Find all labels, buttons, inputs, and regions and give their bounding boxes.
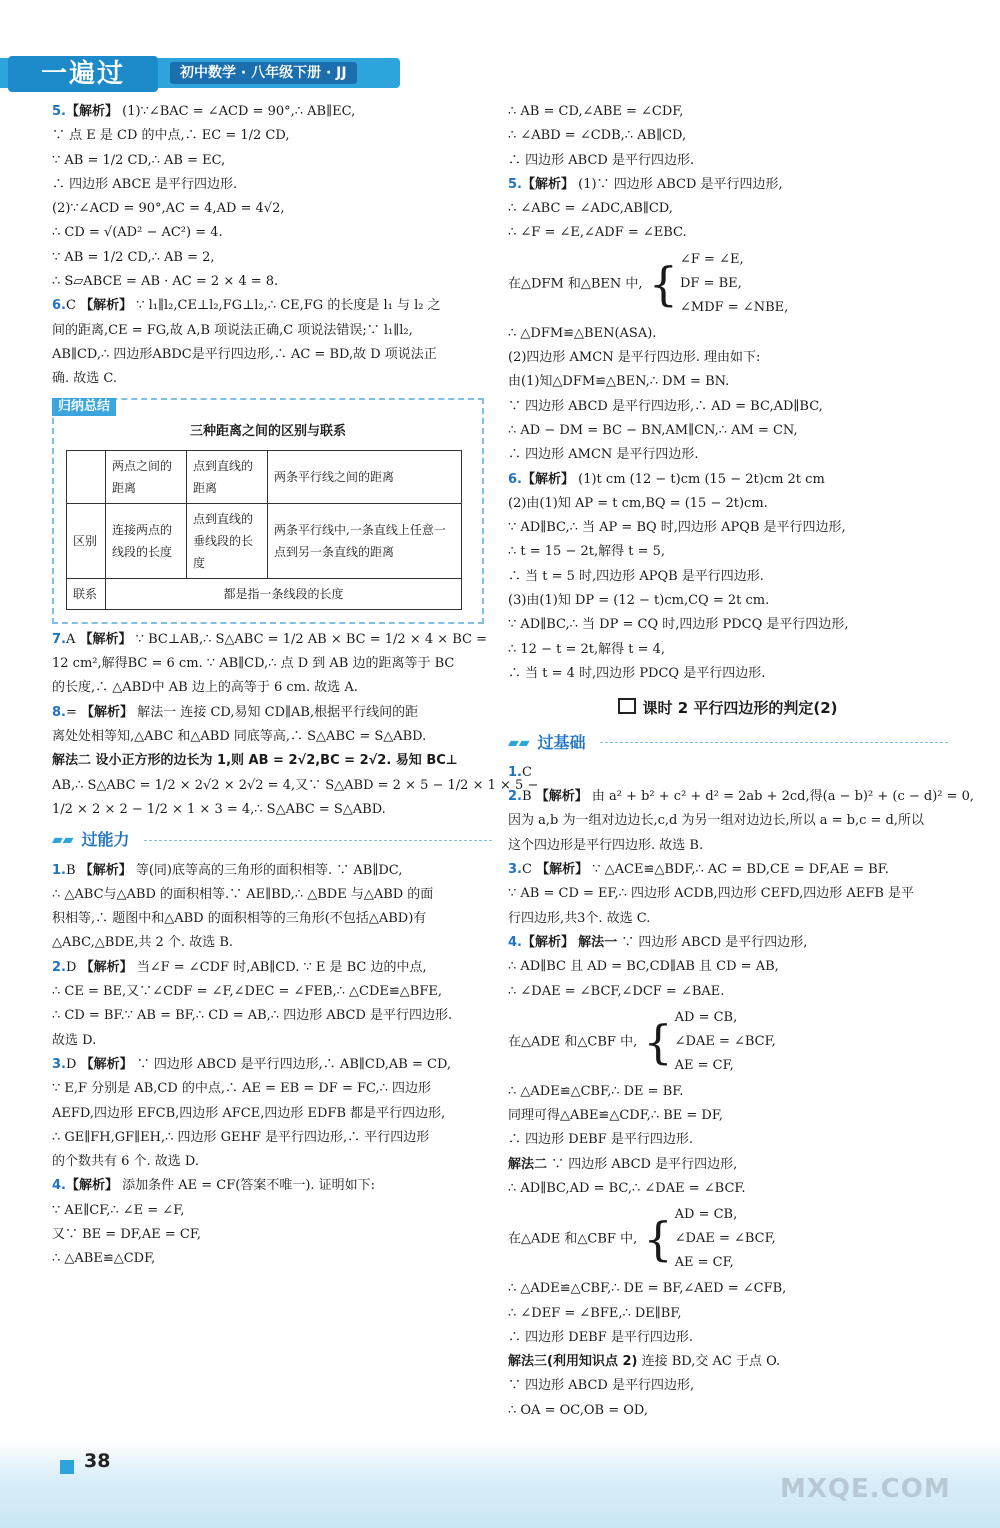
method-title: 解法二 — [508, 1156, 548, 1172]
text-line: 在△ADE 和△CBF 中, — [508, 1231, 638, 1247]
analysis-tag: 【解析】 — [79, 631, 132, 647]
table-cell: 点到直线的垂线段的长度 — [187, 503, 268, 578]
table-cell: 两点之间的距离 — [106, 450, 187, 503]
method-title: 解法一 — [578, 934, 618, 950]
question-number: 3. — [52, 1056, 66, 1072]
brace-line: ∠MDF = ∠NBE, — [680, 299, 789, 315]
text-line: ∵ AD∥BC,∴ 当 DP = CQ 时,四边形 PDCQ 是平行四边形, — [508, 617, 849, 633]
table-cell: 都是指一条线段的长度 — [106, 578, 462, 609]
text-line: ∵ BC⊥AB,∴ S△ABC = 1/2 AB × BC = 1/2 × 4 × BC = — [135, 631, 488, 647]
lesson-heading — [508, 696, 948, 720]
text-line: 在△ADE 和△CBF 中, — [508, 1034, 638, 1050]
analysis-tag: 【解析】 — [80, 1056, 133, 1072]
left-column — [52, 100, 539, 1272]
text-line: (2)由(1)知 AP = t cm,BQ = (15 − 2t)cm. — [508, 495, 768, 511]
table-cell: 连接两点的线段的长度 — [106, 503, 187, 578]
text-line: 在△DFM 和△BEN 中, — [508, 276, 643, 292]
text-line: ∴ OA = OC,OB = OD, — [508, 1402, 648, 1418]
text-line: ∵ 四边形 ABCD 是平行四边形,∴ AD = BC,AD∥BC, — [508, 398, 823, 414]
text-line: ∴ S▱ABCE = AB · AC = 2 × 4 = 8. — [52, 274, 279, 290]
analysis-tag: 【解析】 — [521, 176, 574, 192]
section-title: 过能力 — [81, 830, 130, 850]
question-number: 5. — [508, 176, 522, 192]
section-heading-ability — [52, 828, 492, 852]
summary-box — [52, 398, 484, 624]
text-line: 故选 D. — [52, 1032, 97, 1048]
analysis-tag: 【解析】 — [65, 1178, 118, 1194]
answer: D — [65, 959, 77, 975]
text-line: ∴ ∠F = ∠E,∠ADF = ∠EBC. — [508, 225, 687, 241]
table-cell: 两条平行线之间的距离 — [268, 450, 462, 503]
analysis-tag: 【解析】 — [80, 959, 133, 975]
text-line: 1/2 × 2 × 2 − 1/2 × 1 × 3 = 4,∴ S△ABC = S△ABD. — [52, 801, 386, 817]
page-marker-square — [60, 1460, 74, 1474]
page-footer — [0, 1440, 1000, 1528]
question-number: 6. — [52, 298, 66, 314]
text-line: ∵ △ACE≌△BDF,∴ AC = BD,CE = DF,AE = BF. — [592, 862, 889, 878]
summary-title: 三种距离之间的区别与联系 — [189, 423, 346, 439]
text-line: ∴ CD = √(AD² − AC²) = 4. — [52, 225, 223, 241]
text-line: AB,∴ S△ABC = 1/2 × 2√2 × 2√2 = 4,又∵ S△ABD = 2 × 5 − 1/2 × 1 × 5 − — [52, 777, 539, 793]
text-line: ∵ AD∥BC,∴ 当 AP = BQ 时,四边形 APQB 是平行四边形, — [508, 520, 846, 536]
text-line: (1)∵∠BAC = ∠ACD = 90°,∴ AB∥EC, — [122, 104, 356, 119]
text-line: ∵ AE∥CF,∴ ∠E = ∠F, — [52, 1202, 185, 1218]
brace-line: ∠DAE = ∠BCF, — [674, 1033, 776, 1049]
brace-group — [641, 1203, 775, 1275]
text-line: 添加条件 AE = CF(答案不唯一). 证明如下: — [122, 1178, 376, 1194]
text-line: ∴ CD = BF.∵ AB = BF,∴ CD = AB,∴ 四边形 ABCD 是平行四边形. — [52, 1008, 453, 1024]
text-line: 积相等,∴ 题图中和△ABD 的面积相等的三角形(不包括△ABD)有 — [52, 911, 427, 927]
brace-line: ∠F = ∠E, — [680, 251, 744, 267]
table-cell — [67, 450, 106, 503]
text-line: 离处处相等知,△ABC 和△ABD 同底等高,∴ S△ABC = S△ABD. — [52, 729, 427, 745]
text-line: ∴ 四边形 DEBF 是平行四边形. — [508, 1132, 694, 1148]
text-line: 由(1)知△DFM≌△BEN,∴ DM = BN. — [508, 374, 730, 390]
text-line: 这个四边形是平行四边形. 故选 B. — [508, 837, 704, 853]
text-line: △ABC,△BDE,共 2 个. 故选 B. — [52, 935, 234, 951]
question-number: 5. — [52, 104, 66, 119]
table-cell: 点到直线的距离 — [187, 450, 268, 503]
question-number: 1. — [52, 862, 66, 878]
brace-line: DF = BE, — [680, 275, 742, 291]
brace-line: AE = CF, — [674, 1057, 734, 1073]
text-line: 又∵ BE = DF,AE = CF, — [52, 1226, 201, 1242]
text-line: 因为 a,b 为一组对边边长,c,d 为另一组对边边长,所以 a = b,c = d,所以 — [508, 813, 924, 829]
book-title: 初中数学 · 八年级下册 · JJ — [170, 62, 357, 84]
text-line: ∴ △ABC与△ABD 的面积相等.∵ AE∥BD,∴ △BDE 与△ABD 的面 — [52, 886, 434, 902]
right-column — [508, 100, 975, 1423]
text-line: 当∠F = ∠CDF 时,AB∥CD. ∵ E 是 BC 边的中点, — [136, 959, 427, 975]
brace-line: AE = CF, — [674, 1255, 734, 1271]
text-line: ∴ △ADE≌△CBF,∴ DE = BF. — [508, 1083, 684, 1099]
text-line: ∵ 四边形 ABCD 是平行四边形, — [551, 1156, 738, 1172]
question-number: 7. — [52, 631, 66, 647]
question-number: 6. — [508, 471, 522, 487]
text-line: 行四边形,共3个. 故选 C. — [508, 910, 651, 926]
text-line: ∴ ∠ABD = ∠CDB,∴ AB∥CD, — [508, 128, 687, 144]
brace-icon: { — [643, 1212, 673, 1267]
answer: D — [65, 1056, 77, 1072]
analysis-tag: 【解析】 — [81, 704, 134, 720]
brace-line: AD = CB, — [674, 1009, 738, 1025]
text-line: ∵ 四边形 ABCD 是平行四边形, — [621, 934, 808, 950]
text-line: 的个数共有 6 个. 故选 D. — [52, 1154, 200, 1170]
brace-system — [508, 1203, 948, 1275]
table-cell: 联系 — [67, 578, 106, 609]
text-line: 解法二 设小正方形的边长为 1,则 AB = 2√2,BC = 2√2. 易知 BC⊥ — [52, 753, 458, 769]
table-row — [67, 450, 462, 503]
lesson-title: 课时 2 平行四边形的判定(2) — [642, 699, 838, 718]
text-line: 连接 BD,交 AC 于点 O. — [641, 1354, 781, 1370]
text-line: ∴ 四边形 DEBF 是平行四边形. — [508, 1329, 694, 1345]
text-line: ∵ AB = 1/2 CD,∴ AB = EC, — [52, 152, 226, 168]
analysis-tag: 【解析】 — [521, 471, 574, 487]
question-number: 1. — [508, 764, 522, 780]
text-line: 间的距离,CE = FG,故 A,B 项说法正确,C 项说法错误;∵ l₁∥l₂, — [52, 322, 413, 338]
analysis-tag: 【解析】 — [535, 789, 588, 805]
text-line: ∴ AD∥BC,AD = BC,∴ ∠DAE = ∠BCF. — [508, 1180, 746, 1196]
brace-icon: { — [648, 256, 678, 311]
section-divider — [600, 742, 948, 743]
text-line: 的长度,∴ △ABD中 AB 边上的高等于 6 cm. 故选 A. — [52, 680, 358, 696]
brace-line: ∠DAE = ∠BCF, — [674, 1231, 776, 1247]
text-line: ∴ CE = BE,又∵∠CDF = ∠F,∠DEC = ∠FEB,∴ △CDE≌△BFE, — [52, 984, 442, 1000]
text-line: (2)四边形 AMCN 是平行四边形. 理由如下: — [508, 350, 761, 366]
text-line: ∵ l₁∥l₂,CE⊥l₂,FG⊥l₂,∴ CE,FG 的长度是 l₁ 与 l₂ 之 — [136, 298, 441, 314]
question-number: 8. — [52, 704, 66, 720]
page-number: 38 — [84, 1450, 111, 1472]
table-row — [67, 578, 462, 609]
text-line: ∴ 当 t = 4 时,四边形 PDCQ 是平行四边形. — [508, 665, 766, 681]
analysis-tag: 【解析】 — [79, 862, 132, 878]
text-line: (1)∵ 四边形 ABCD 是平行四边形, — [578, 176, 783, 192]
summary-label: 归纳总结 — [52, 398, 116, 416]
text-line: 12 cm²,解得BC = 6 cm. ∵ AB∥CD,∴ 点 D 到 AB 边的距离等于 BC — [52, 656, 455, 672]
table-cell: 两条平行线中,一条直线上任意一点到另一条直线的距离 — [268, 503, 462, 578]
section-divider — [144, 840, 492, 841]
brace-group — [647, 248, 789, 320]
text-line: ∴ ∠DAE = ∠BCF,∠DCF = ∠BAE. — [508, 983, 725, 999]
text-line: 同理可得△ABE≌△CDF,∴ BE = DF, — [508, 1108, 723, 1124]
text-line: ∴ 四边形 ABCE 是平行四边形. — [52, 176, 238, 192]
answer: B — [65, 862, 76, 878]
brace-line: AD = CB, — [674, 1207, 738, 1223]
text-line: 解法一 连接 CD,易知 CD∥AB,根据平行线间的距 — [137, 704, 419, 720]
text-line: (1)t cm (12 − t)cm (15 − 2t)cm 2t cm — [578, 471, 825, 487]
brace-system — [508, 248, 948, 320]
text-line: ∴ 当 t = 5 时,四边形 APQB 是平行四边形. — [508, 568, 764, 584]
method-title: 解法三(利用知识点 2) — [508, 1354, 638, 1370]
text-line: ∴ △DFM≌△BEN(ASA). — [508, 325, 657, 341]
signal-icon: ▰▰ — [508, 734, 530, 751]
answer: A — [65, 631, 76, 647]
lesson-box-icon — [618, 698, 636, 714]
analysis-tag: 【解析】 — [80, 298, 133, 314]
answer: C — [65, 298, 76, 314]
text-line: ∴ AD∥BC 且 AD = BC,CD∥AB 且 CD = AB, — [508, 959, 779, 975]
text-line: ∵ E,F 分别是 AB,CD 的中点,∴ AE = EB = DF = FC,∴ 四边形 — [52, 1081, 432, 1097]
text-line: ∴ AD − DM = BC − BN,AM∥CN,∴ AM = CN, — [508, 422, 798, 438]
text-line: (2)∵∠ACD = 90°,AC = 4,AD = 4√2, — [52, 201, 285, 217]
text-line: ∴ ∠ABC = ∠ADC,AB∥CD, — [508, 201, 673, 217]
text-line: 由 a² + b² + c² + d² = 2ab + 2cd,得(a − b)² + (c − d)² = 0, — [591, 789, 975, 805]
comparison-table — [66, 450, 462, 610]
brace-system — [508, 1006, 948, 1078]
text-line: ∴ △ADE≌△CBF,∴ DE = BF,∠AED = ∠CFB, — [508, 1281, 787, 1297]
text-line: ∵ 四边形 ABCD 是平行四边形, — [508, 1378, 695, 1394]
answer: C — [521, 862, 532, 878]
watermark: MXQE.COM — [780, 1474, 951, 1504]
question-number: 2. — [508, 789, 522, 805]
question-number: 4. — [508, 934, 522, 950]
text-line: ∵ AB = CD = EF,∴ 四边形 ACDB,四边形 CEFD,四边形 AEFB 是平 — [508, 886, 915, 902]
text-line: ∴ 四边形 AMCN 是平行四边形. — [508, 447, 699, 463]
text-line: AEFD,四边形 EFCB,四边形 AFCE,四边形 EDFB 都是平行四边形, — [52, 1105, 446, 1121]
question-number: 2. — [52, 959, 66, 975]
section-heading-basic — [508, 731, 948, 755]
text-line: ∴ ∠DEF = ∠BFE,∴ DE∥BF, — [508, 1305, 682, 1321]
brace-group — [641, 1006, 775, 1078]
text-line: 等(同)底等高的三角形的面积相等. ∵ AB∥DC, — [135, 862, 403, 878]
text-line: ∴ 12 − t = 2t,解得 t = 4, — [508, 641, 666, 657]
section-title: 过基础 — [537, 732, 586, 752]
text-line: ∵ AB = 1/2 CD,∴ AB = 2, — [52, 249, 215, 265]
brace-icon: { — [643, 1014, 673, 1069]
text-line: ∴ △ABE≌△CDF, — [52, 1251, 156, 1267]
text-line: ∵ 四边形 ABCD 是平行四边形,∴ AB∥CD,AB = CD, — [136, 1056, 452, 1072]
brand-logo: 一遍过 — [8, 56, 158, 92]
text-line: AB∥CD,∴ 四边形ABDC是平行四边形,∴ AC = BD,故 D 项说法正 — [52, 346, 437, 362]
analysis-tag: 【解析】 — [65, 104, 118, 119]
table-row — [67, 503, 462, 578]
answer: B — [521, 789, 532, 805]
analysis-tag: 【解析】 — [536, 862, 589, 878]
text-line: ∵ 点 E 是 CD 的中点,∴ EC = 1/2 CD, — [52, 128, 290, 144]
analysis-tag: 【解析】 — [521, 934, 574, 950]
answer: C — [521, 764, 532, 780]
table-cell: 区别 — [67, 503, 106, 578]
text-line: 确. 故选 C. — [52, 371, 118, 387]
text-line: ∴ AB = CD,∠ABE = ∠CDF, — [508, 104, 684, 119]
text-line: ∴ 四边形 ABCD 是平行四边形. — [508, 152, 695, 168]
signal-icon: ▰▰ — [52, 832, 74, 849]
text-line: ∴ GE∥FH,GF∥EH,∴ 四边形 GEHF 是平行四边形,∴ 平行四边形 — [52, 1129, 430, 1145]
text-line: (3)由(1)知 DP = (12 − t)cm,CQ = 2t cm. — [508, 593, 770, 609]
question-number: 4. — [52, 1178, 66, 1194]
page-header — [0, 58, 400, 90]
question-number: 3. — [508, 862, 522, 878]
text-line: ∴ t = 15 − 2t,解得 t = 5, — [508, 544, 666, 560]
answer: = — [65, 704, 77, 720]
